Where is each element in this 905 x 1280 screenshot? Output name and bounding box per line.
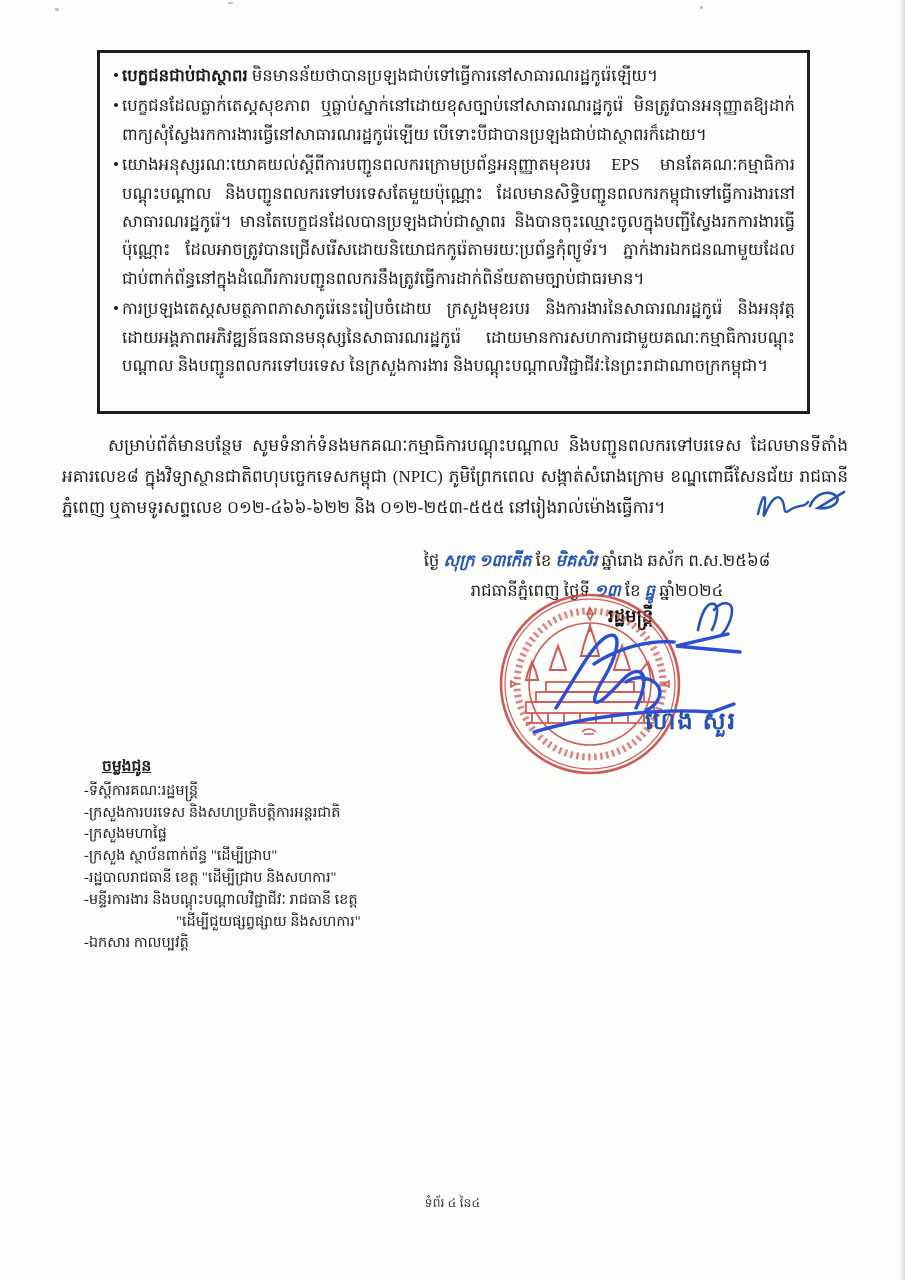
cc-item-continuation: "ដើម្បីជួយផ្សព្វផ្សាយ និងសហការ" — [176, 913, 361, 930]
cc-item: -ក្រសួងការបរទេស និងសហប្រតិបត្តិការអន្តរជាតិ — [84, 804, 341, 821]
signer-name: ហេង សួរ — [645, 709, 738, 735]
date-text: ខែ — [624, 581, 641, 600]
date-text: ឆ្នាំរោង ឆស័ក ព.ស.២៥៦៨ — [601, 551, 771, 570]
page-number: ទំព័រ ៤ នៃ៤ — [424, 1196, 481, 1210]
handwritten-lunar-month: មិគសិរ — [555, 551, 598, 570]
bullet-icon: • — [113, 301, 119, 318]
scan-speck — [55, 8, 59, 11]
cc-item: -ឯកសារ កាលប្បវត្តិ — [84, 935, 189, 952]
notice-box — [97, 50, 810, 414]
date-text: ឆ្នាំ២០២៤ — [659, 581, 724, 600]
bullet-text — [122, 62, 795, 90]
cc-item: -ទីស្តីការគណៈរដ្ឋមន្ត្រី — [84, 782, 199, 799]
notice-bullet — [110, 92, 795, 149]
handwritten-day: ១៣ — [594, 581, 621, 600]
notice-bullet — [110, 151, 795, 293]
bullet-text — [122, 295, 795, 380]
cc-heading: ចម្លងជូន — [102, 758, 152, 775]
cc-item: -រដ្ឋបាលរាជធានី ខេត្ត "ដើម្បីជ្រាប និងសហការ" — [84, 869, 337, 886]
date-text: ខែ — [535, 551, 552, 570]
bullet-lead: បេក្ខជនជាប់ជាស្ថាពរ — [122, 66, 248, 85]
notice-bullet — [110, 295, 795, 380]
bullet-icon: • — [113, 68, 119, 84]
handwritten-initial-ink — [752, 484, 852, 524]
cc-block — [84, 756, 514, 955]
notice-bullet — [110, 62, 795, 90]
cc-item: -ក្រសួង ស្ថាប័នពាក់ព័ន្ធ "ដើម្បីជ្រាប" — [84, 848, 278, 865]
date-line-lunar — [372, 546, 822, 576]
bullet-text — [122, 151, 795, 293]
bullet-body: បេក្ខជនដែលធ្លាក់តេស្តសុខភាព ឬធ្លាប់ស្នាក់នៅដោយខុសច្បាប់នៅសាធារណរដ្ឋកូរ៉េ មិនត្រូវបានអនុញ្ញាតឱ្យដាក់ពាក្យសុំស្វែងរកការងារធ្វើនៅសាធារណរដ្ឋកូរ៉េឡើយ បើទោះបីជាបានប្រឡងជាប់ជាស្ថាពរក៏ដោយ។ — [122, 96, 795, 144]
bullet-icon: • — [113, 98, 119, 115]
bullet-text — [122, 92, 795, 149]
bullet-body: យោងអនុស្សរណៈយោគយល់ស្តីពីការបញ្ជូនពលករក្រោមប្រព័ន្ធអនុញ្ញាតមុខរបរ EPS មានតែគណៈកម្មាធិការបណ្តុះបណ្តាល និងបញ្ជូនពលករទៅបរទេសតែមួយប៉ុណ្ណោះ ដែលមានសិទ្ធិបញ្ជូនពលករកម្ពុជាទៅធ្វើការងារនៅសាធារណរដ្ឋកូរ៉េ។ មានតែបេក្ខជនដែលបានប្រឡងជាប់ជាស្ថាពរ និងបានចុះឈ្មោះចូលក្នុងបញ្ជីស្វែងរកការងារធ្វើប៉ុណ្ណោះ ដែលអាចត្រូវបានជ្រើសរើសដោយនិយោជកកូរ៉េតាមរយៈប្រព័ន្ធកុំព្យូទ័រ។ ភ្នាក់ងារឯកជនណាមួយដែលជាប់ពាក់ព័ន្ធនៅក្នុងដំណើរការបញ្ជូនពលករនឹងត្រូវធ្វើការដាក់ពិន័យតាមច្បាប់ជាធរមាន។ — [122, 155, 795, 288]
scan-edge-shade — [899, 0, 905, 1280]
scan-speck — [700, 6, 703, 9]
paragraph-text: សម្រាប់ព័ត៌មានបន្ថែម សូមទំនាក់ទំនងមកគណៈកម្មាធិការបណ្តុះបណ្តាល និងបញ្ជូនពលករទៅបរទេស ដែលមានទីតាំងអគារលេខ៨ ក្នុងវិទ្យាស្ថានជាតិពហុបច្ចេកទេសកម្ពុជា (NPIC) ភូមិព្រែកពេល សង្កាត់សំរោងក្រោម ខណ្ឌពោធិ៍សែនជ័យ រាជធានីភ្នំពេញ ឬតាមទូរសព្ទលេខ ០១២-៤៦៦-៦២២ និង ០១២-២៥៣-៥៥៥ នៅរៀងរាល់ម៉ោងធ្វើការ។ — [62, 436, 848, 517]
cc-item: -មន្ទីរការងារ និងបណ្តុះបណ្តាលវិជ្ជាជីវៈ រាជធានី ខេត្ត — [84, 891, 358, 908]
bullet-body: មិនមានន័យថាបានប្រឡងជាប់ទៅធ្វើការនៅសាធារណរដ្ឋកូរ៉េឡើយ។ — [247, 66, 658, 85]
handwritten-month: ធ្នូ — [644, 581, 656, 600]
minister-title: រដ្ឋមន្ត្រី — [608, 606, 654, 626]
cc-item: -ក្រសួងមហាផ្ទៃ — [84, 826, 167, 843]
info-paragraph — [62, 430, 848, 530]
scan-speck — [228, 2, 233, 4]
handwritten-weekday: សុក្រ ១៣កើត — [443, 551, 532, 570]
date-text: រាជធានីភ្នំពេញ ថ្ងៃទី — [470, 581, 590, 600]
bullet-body: ការប្រឡងតេស្តសមត្ថភាពភាសាកូរ៉េនេះរៀបចំដោយ ក្រសួងមុខរបរ និងការងារនៃសាធារណរដ្ឋកូរ៉េ និងអនុវត្តដោយអង្គភាពអភិវឌ្ឍន៍ធនធានមនុស្សនៃសាធារណរដ្ឋកូរ៉េ ដោយមានការសហការជាមួយគណៈកម្មាធិការបណ្តុះបណ្តាល និងបញ្ជូនពលករទៅបរទេស នៃក្រសួងការងារ និងបណ្តុះបណ្តាលវិជ្ជាជីវៈនៃព្រះរាជាណាចក្រកម្ពុជា។ — [122, 299, 795, 376]
date-text: ថ្ងៃ — [423, 551, 440, 570]
bullet-icon: • — [113, 157, 119, 174]
